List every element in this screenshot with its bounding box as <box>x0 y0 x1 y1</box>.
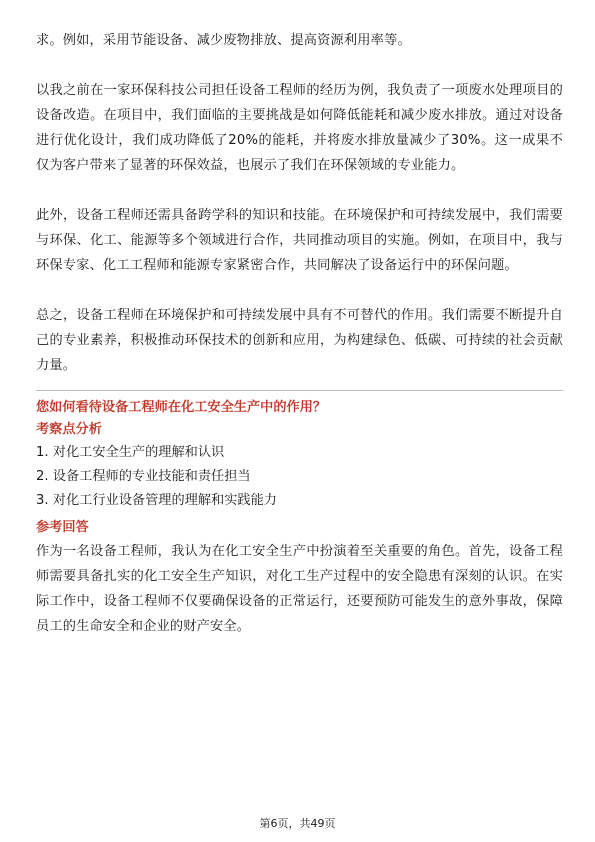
body-paragraph-2: 以我之前在一家环保科技公司担任设备工程师的经历为例，我负责了一项废水处理项目的设备改造。在项目中，我们面临的主要挑战是如何降低能耗和减少废水排放。通过对设备进行优化设计，我们成功降低了20%的能耗，并将废水排放量减少了30%。这一成果不仅为客户带来了显著的环保效益，也展示了我们在环保领域的专业能力。 <box>36 83 563 173</box>
analysis-item-3: 3. 对化工行业设备管理的理解和实践能力 <box>36 493 277 508</box>
question-heading: 您如何看待设备工程师在化工安全生产中的作用？ <box>36 400 327 415</box>
page-footer: 第6页，共49页 <box>259 817 336 830</box>
answer-label: 参考回答 <box>36 520 89 535</box>
analysis-item-2: 2. 设备工程师的专业技能和责任担当 <box>36 469 251 484</box>
body-paragraph-4: 总之，设备工程师在环境保护和可持续发展中具有不可替代的作用。我们需要不断提升自己的专业素养，积极推动环保技术的创新和应用，为构建绿色、低碳、可持续的社会贡献力量。 <box>36 308 563 373</box>
body-paragraph-1: 求。例如，采用节能设备、减少废物排放、提高资源利用率等。 <box>36 33 411 48</box>
analysis-label: 考察点分析 <box>36 422 102 437</box>
body-paragraph-3: 此外，设备工程师还需具备跨学科的知识和技能。在环境保护和可持续发展中，我们需要与环保、化工、能源等多个领域进行合作，共同推动项目的实施。例如，在项目中，我与环保专家、化工工程师和能源专家紧密合作，共同解决了设备运行中的环保问题。 <box>36 208 563 273</box>
answer-paragraph: 作为一名设备工程师，我认为在化工安全生产中扮演着至关重要的角色。首先，设备工程师需要具备扎实的化工安全生产知识，对化工生产过程中的安全隐患有深刻的认识。在实际工作中，设备工程师不仅要确保设备的正常运行，还要预防可能发生的意外事故，保障员工的生命安全和企业的财产安全。 <box>36 544 563 634</box>
section-divider <box>36 390 563 391</box>
document-page <box>36 28 563 639</box>
analysis-item-1: 1. 对化工安全生产的理解和认识 <box>36 445 225 460</box>
